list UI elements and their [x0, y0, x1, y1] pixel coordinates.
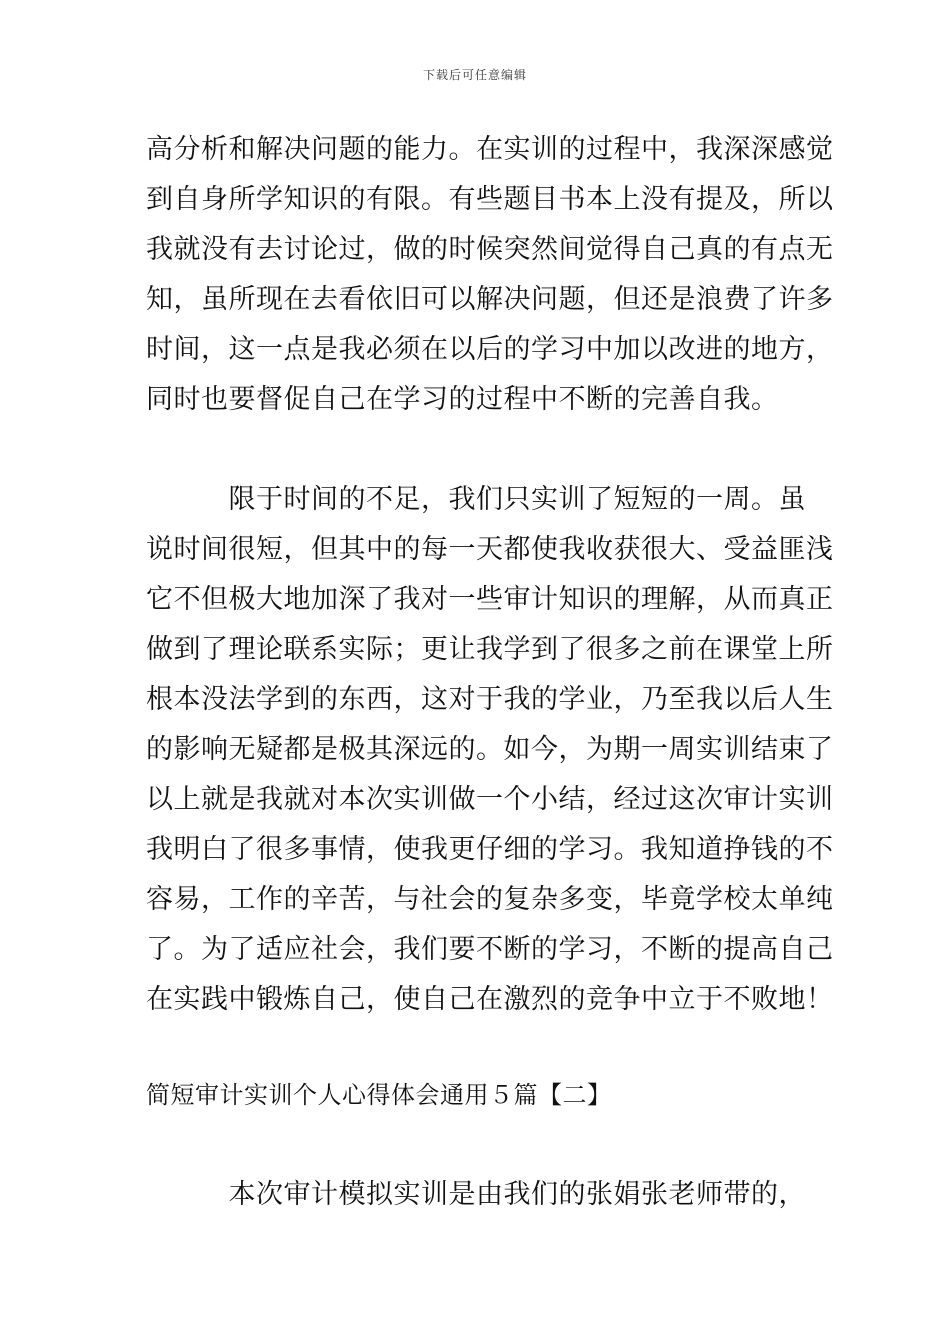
paragraph-line: 了。为了适应社会，我们要不断的学习，不断的提高自己 — [146, 934, 834, 965]
paragraph-line: 高分析和解决问题的能力。在实训的过程中，我深深感觉 — [146, 134, 834, 165]
paragraph-line: 说时间很短，但其中的每一天都使我收获很大、受益匪浅 — [146, 534, 834, 565]
paragraph-line: 我就没有去讨论过，做的时候突然间觉得自己真的有点无 — [146, 234, 834, 265]
paragraph-line: 容易，工作的辛苦，与社会的复杂多变，毕竟学校太单纯 — [146, 884, 834, 915]
paragraph-line: 到自身所学知识的有限。有些题目书本上没有提及，所以 — [146, 184, 834, 215]
page-header-note: 下载后可任意编辑 — [422, 68, 527, 82]
paragraph-line: 做到了理论联系实际；更让我学到了很多之前在课堂上所 — [146, 634, 834, 665]
paragraph-line: 同时也要督促自己在学习的过程中不断的完善自我。 — [146, 384, 779, 415]
paragraph-line: 在实践中锻炼自己，使自己在激烈的竞争中立于不败地！ — [146, 984, 834, 1015]
paragraph-line: 的影响无疑都是极其深远的。如今，为期一周实训结束了 — [146, 734, 834, 765]
paragraph-line: 时间，这一点是我必须在以后的学习中加以改进的地方， — [146, 334, 834, 365]
paragraph-line: 根本没法学到的东西，这对于我的学业，乃至我以后人生 — [146, 684, 834, 715]
paragraph-line: 知，虽所现在去看依旧可以解决问题，但还是浪费了许多 — [146, 284, 834, 315]
section-heading: 简短审计实训个人心得体会通用５篇【二】 — [146, 1081, 612, 1109]
paragraph-line: 我明白了很多事情，使我更仔细的学习。我知道挣钱的不 — [146, 834, 834, 865]
paragraph-line: 以上就是我就对本次实训做一个小结，经过这次审计实训 — [146, 784, 834, 815]
paragraph-line: 限于时间的不足，我们只实训了短短的一周。虽 — [146, 484, 806, 515]
paragraph-line: 本次审计模拟实训是由我们的张娟张老师带的， — [146, 1179, 806, 1210]
paragraph-line: 它不但极大地加深了我对一些审计知识的理解，从而真正 — [146, 584, 834, 615]
